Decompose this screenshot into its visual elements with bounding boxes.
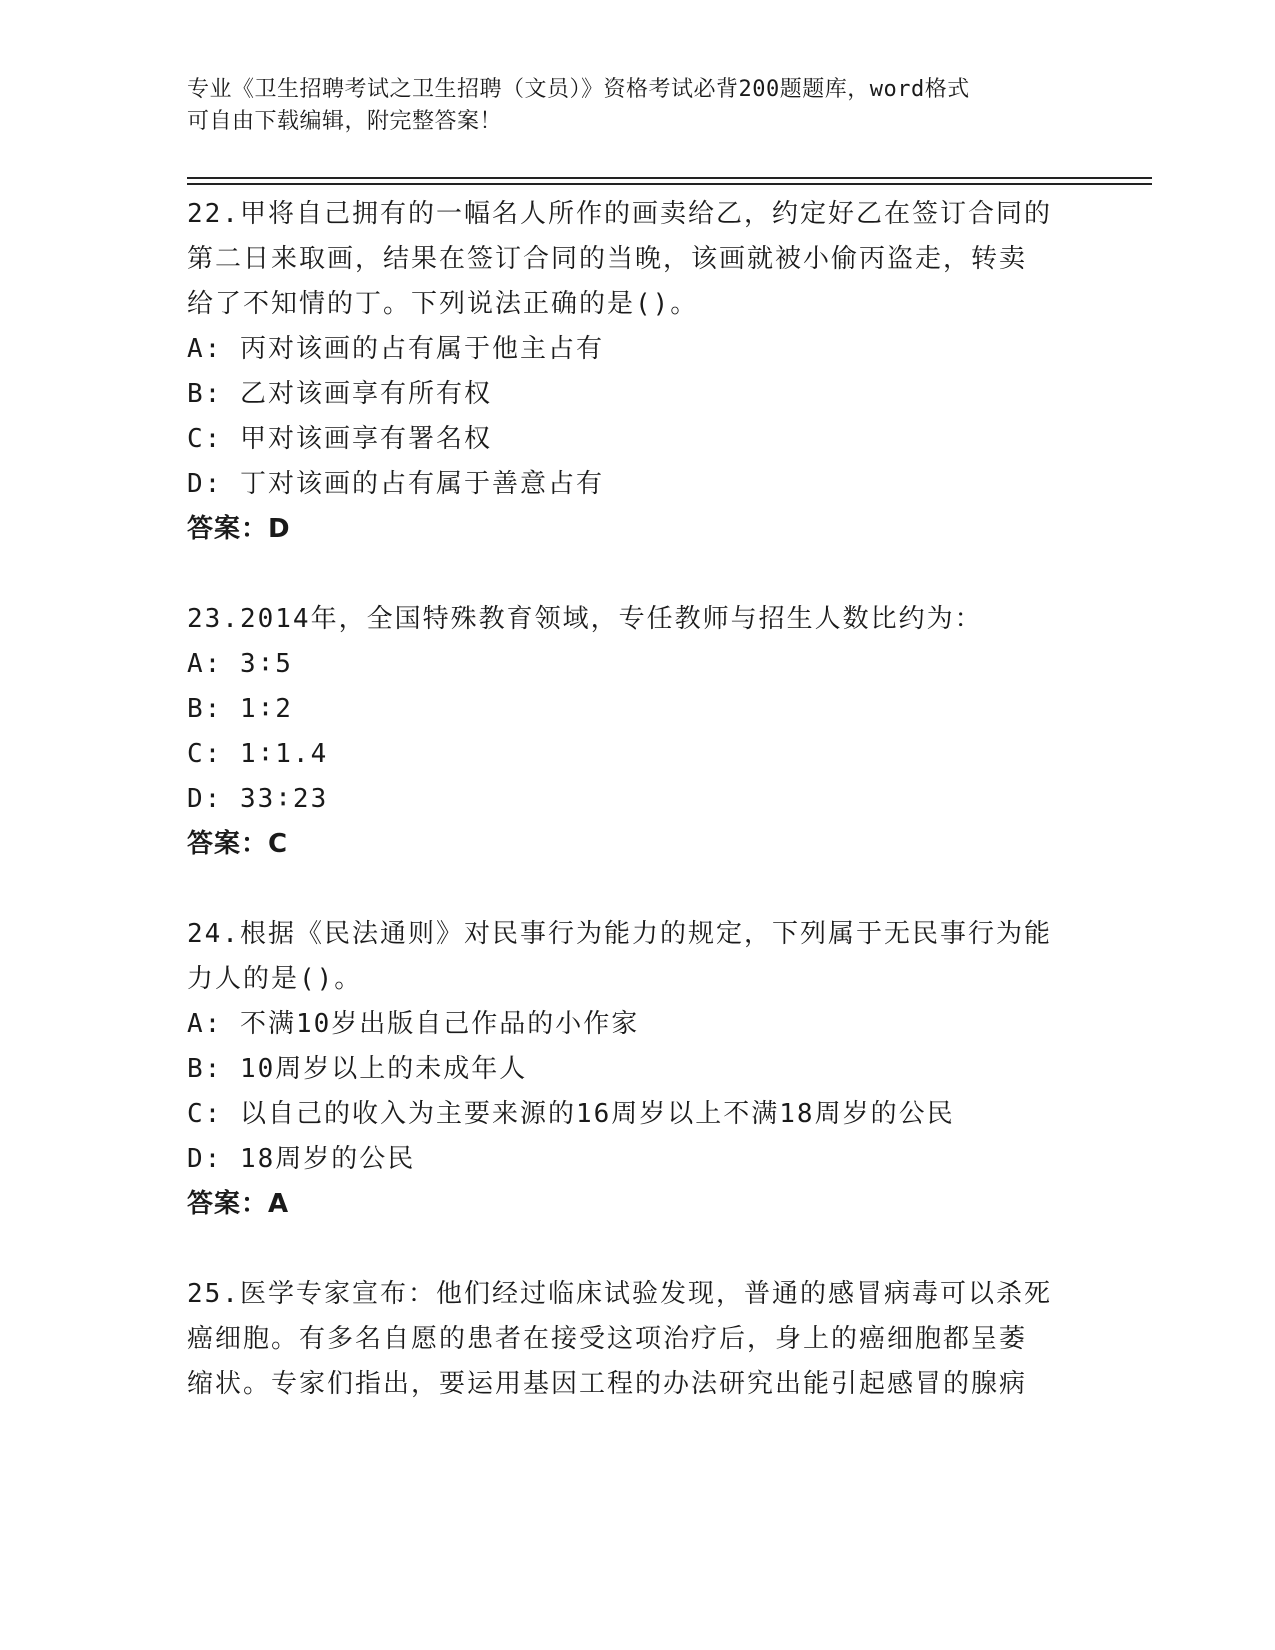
option-a: A: 3∶5	[187, 649, 293, 679]
answer-line: 答案：C	[187, 829, 289, 859]
spacer	[187, 552, 1087, 597]
option-d: D: 33∶23	[187, 784, 329, 814]
question-24	[187, 912, 1087, 1227]
question-stem: 22.甲将自己拥有的一幅名人所作的画卖给乙，约定好乙在签订合同的	[187, 199, 1052, 229]
question-stem: 24.根据《民法通则》对民事行为能力的规定，下列属于无民事行为能	[187, 919, 1052, 949]
option-d: D: 18周岁的公民	[187, 1144, 416, 1174]
header-divider-bottom	[187, 183, 1152, 185]
question-stem: 第二日来取画，结果在签订合同的当晚，该画就被小偷丙盗走，转卖	[187, 244, 1028, 274]
header-line: 可自由下载编辑，附完整答案！	[187, 109, 503, 134]
answer-line: 答案：A	[187, 1189, 290, 1219]
question-stem: 缩状。专家们指出，要运用基因工程的办法研究出能引起感冒的腺病	[187, 1369, 1028, 1399]
option-b: B: 10周岁以上的未成年人	[187, 1054, 528, 1084]
question-23	[187, 597, 1087, 867]
option-b: B: 1∶2	[187, 694, 293, 724]
option-b: B: 乙对该画享有所有权	[187, 379, 492, 409]
question-stem: 23.2014年，全国特殊教育领域，专任教师与招生人数比约为：	[187, 604, 983, 634]
question-25	[187, 1272, 1087, 1407]
option-d: D: 丁对该画的占有属于善意占有	[187, 469, 604, 499]
option-c: C: 以自己的收入为主要来源的16周岁以上不满18周岁的公民	[187, 1099, 955, 1129]
document-header	[187, 74, 1087, 138]
option-c: C: 甲对该画享有署名权	[187, 424, 492, 454]
question-stem: 癌细胞。有多名自愿的患者在接受这项治疗后，身上的癌细胞都呈萎	[187, 1324, 1028, 1354]
option-a: A: 丙对该画的占有属于他主占有	[187, 334, 604, 364]
question-stem: 25.医学专家宣布：他们经过临床试验发现，普通的感冒病毒可以杀死	[187, 1279, 1052, 1309]
question-stem: 给了不知情的丁。下列说法正确的是()。	[187, 289, 699, 319]
header-divider-top	[187, 177, 1152, 179]
spacer	[187, 867, 1087, 912]
header-line: 专业《卫生招聘考试之卫生招聘（文员）》资格考试必背200题题库，word格式	[187, 77, 970, 102]
question-22	[187, 192, 1087, 552]
option-a: A: 不满10岁出版自己作品的小作家	[187, 1009, 640, 1039]
question-stem: 力人的是()。	[187, 964, 363, 994]
spacer	[187, 1227, 1087, 1272]
answer-line: 答案：D	[187, 514, 291, 544]
question-list	[187, 192, 1087, 1407]
option-c: C: 1∶1.4	[187, 739, 329, 769]
